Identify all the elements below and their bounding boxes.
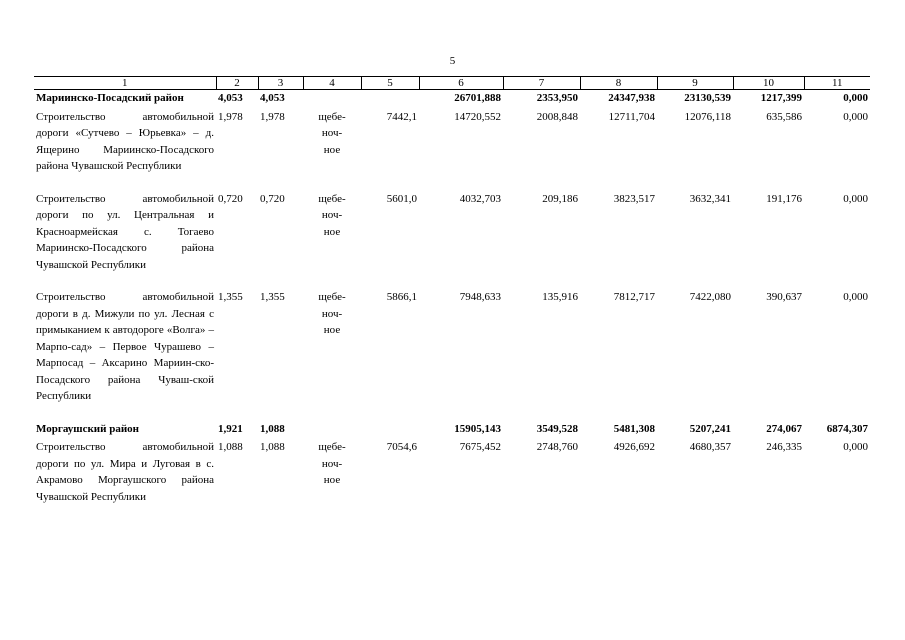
cell-unit-cost: 7442,1 bbox=[386, 110, 417, 123]
cell-col10: 1217,399 bbox=[760, 92, 802, 104]
cell-length-total: 1,355 bbox=[218, 291, 243, 303]
column-header-9: 9 bbox=[657, 77, 733, 90]
cell-total-cost: 14720,552 bbox=[454, 110, 501, 123]
column-header-3: 3 bbox=[258, 77, 303, 90]
district-row-morgaushsky bbox=[34, 421, 870, 440]
column-header-1: 1 bbox=[34, 77, 216, 90]
column-header-4: 4 bbox=[303, 77, 361, 90]
cell-length-new: 1,355 bbox=[260, 291, 285, 303]
table-row bbox=[34, 289, 870, 421]
cell-col11: 0,000 bbox=[843, 291, 868, 303]
cell-surface: щебе- ноч- ное bbox=[318, 291, 346, 336]
cell-length-total: 1,088 bbox=[218, 441, 243, 453]
cell-col9: 23130,539 bbox=[684, 92, 731, 104]
cell-surface bbox=[303, 90, 361, 109]
project-name: Строительство автомобильной дороги по ул. Мира и Луговая в с. Акрамово Моргаушского района Чувашской Республики bbox=[36, 441, 214, 503]
cell-length-new: 0,720 bbox=[260, 192, 285, 205]
cell-col11: 0,000 bbox=[843, 441, 868, 453]
cell-total-cost: 7675,452 bbox=[459, 441, 501, 453]
column-number-header bbox=[34, 77, 870, 90]
cell-col11: 0,000 bbox=[843, 110, 868, 123]
cell-col8: 24347,938 bbox=[608, 92, 655, 104]
cell-length-total: 1,921 bbox=[218, 422, 243, 435]
district-name: Мариинско-Посадский район bbox=[36, 92, 184, 104]
cell-col11: 0,000 bbox=[843, 192, 868, 205]
project-name: Строительство автомобильной дороги по ул. Центральная и Красноармейская с. Тогаево Мариинско-Посадского района Чувашской Республики bbox=[36, 192, 214, 271]
cell-unit-cost: 5866,1 bbox=[386, 291, 417, 303]
cell-length-new: 1,978 bbox=[260, 110, 285, 123]
column-header-2: 2 bbox=[216, 77, 258, 90]
cell-total-cost: 15905,143 bbox=[454, 422, 501, 435]
cell-col8: 5481,308 bbox=[613, 422, 655, 435]
cell-col7: 2008,848 bbox=[536, 110, 578, 123]
cell-col8: 3823,517 bbox=[613, 192, 655, 205]
cell-unit-cost: 7054,6 bbox=[386, 441, 417, 453]
cell-surface: щебе- ноч- ное bbox=[318, 441, 346, 486]
cell-col9: 7422,080 bbox=[689, 291, 731, 303]
cell-col11: 6874,307 bbox=[826, 422, 868, 435]
column-header-7: 7 bbox=[503, 77, 580, 90]
cell-col7: 2748,760 bbox=[536, 441, 578, 453]
cell-surface: щебе- ноч- ное bbox=[318, 110, 346, 156]
cell-col9: 3632,341 bbox=[689, 192, 731, 205]
cell-surface: щебе- ноч- ное bbox=[318, 192, 346, 238]
district-row-mariinsko-posadsky bbox=[34, 90, 870, 109]
cell-col7: 209,186 bbox=[542, 192, 578, 205]
cell-length-new: 4,053 bbox=[260, 92, 285, 104]
column-header-5: 5 bbox=[361, 77, 419, 90]
table-row bbox=[34, 191, 870, 290]
cell-total-cost: 4032,703 bbox=[459, 192, 501, 205]
cell-col11: 0,000 bbox=[843, 92, 868, 104]
cell-length-total: 0,720 bbox=[218, 192, 243, 205]
cell-col7: 135,916 bbox=[542, 291, 578, 303]
cell-col9: 4680,357 bbox=[689, 441, 731, 453]
cell-col7: 2353,950 bbox=[536, 92, 578, 104]
cell-col8: 7812,717 bbox=[613, 291, 655, 303]
project-name: Строительство автомобильной дороги «Сутчево – Юрьевка» – д. Ящерино Мариинско-Посадского района Чувашской Республики bbox=[36, 110, 214, 172]
district-name: Моргаушский район bbox=[36, 422, 140, 435]
cell-col10: 191,176 bbox=[766, 192, 802, 205]
cell-col10: 246,335 bbox=[766, 441, 802, 453]
cell-unit-cost: 5601,0 bbox=[386, 192, 417, 205]
cell-col10: 635,586 bbox=[766, 110, 802, 123]
cell-unit-cost bbox=[361, 421, 419, 440]
cell-col10: 274,067 bbox=[766, 422, 802, 435]
cell-length-total: 4,053 bbox=[218, 92, 243, 104]
table-row bbox=[34, 109, 870, 191]
cell-col7: 3549,528 bbox=[536, 422, 578, 435]
road-construction-table bbox=[34, 76, 870, 521]
cell-col9: 5207,241 bbox=[689, 422, 731, 435]
cell-total-cost: 7948,633 bbox=[459, 291, 501, 303]
table-row bbox=[34, 439, 870, 521]
cell-col8: 4926,692 bbox=[613, 441, 655, 453]
cell-col9: 12076,118 bbox=[684, 110, 731, 123]
cell-length-total: 1,978 bbox=[218, 110, 243, 123]
column-header-8: 8 bbox=[580, 77, 657, 90]
cell-col10: 390,637 bbox=[766, 291, 802, 303]
project-name: Строительство автомобильной дороги в д. Мижули по ул. Лесная с примыканием к автодороге «Волга» – Марпо-сад» – Первое Чурашево – Марпосад – Аксарино Мариин-ско-Посадского района Чуваш-ской Республики bbox=[36, 291, 214, 402]
column-header-6: 6 bbox=[419, 77, 503, 90]
column-header-11: 11 bbox=[804, 77, 870, 90]
page-number: 5 bbox=[449, 55, 456, 67]
column-header-10: 10 bbox=[733, 77, 804, 90]
cell-total-cost: 26701,888 bbox=[454, 92, 501, 104]
cell-length-new: 1,088 bbox=[260, 441, 285, 453]
cell-col8: 12711,704 bbox=[608, 110, 655, 123]
cell-unit-cost bbox=[361, 90, 419, 109]
cell-length-new: 1,088 bbox=[260, 422, 285, 435]
cell-surface bbox=[303, 421, 361, 440]
